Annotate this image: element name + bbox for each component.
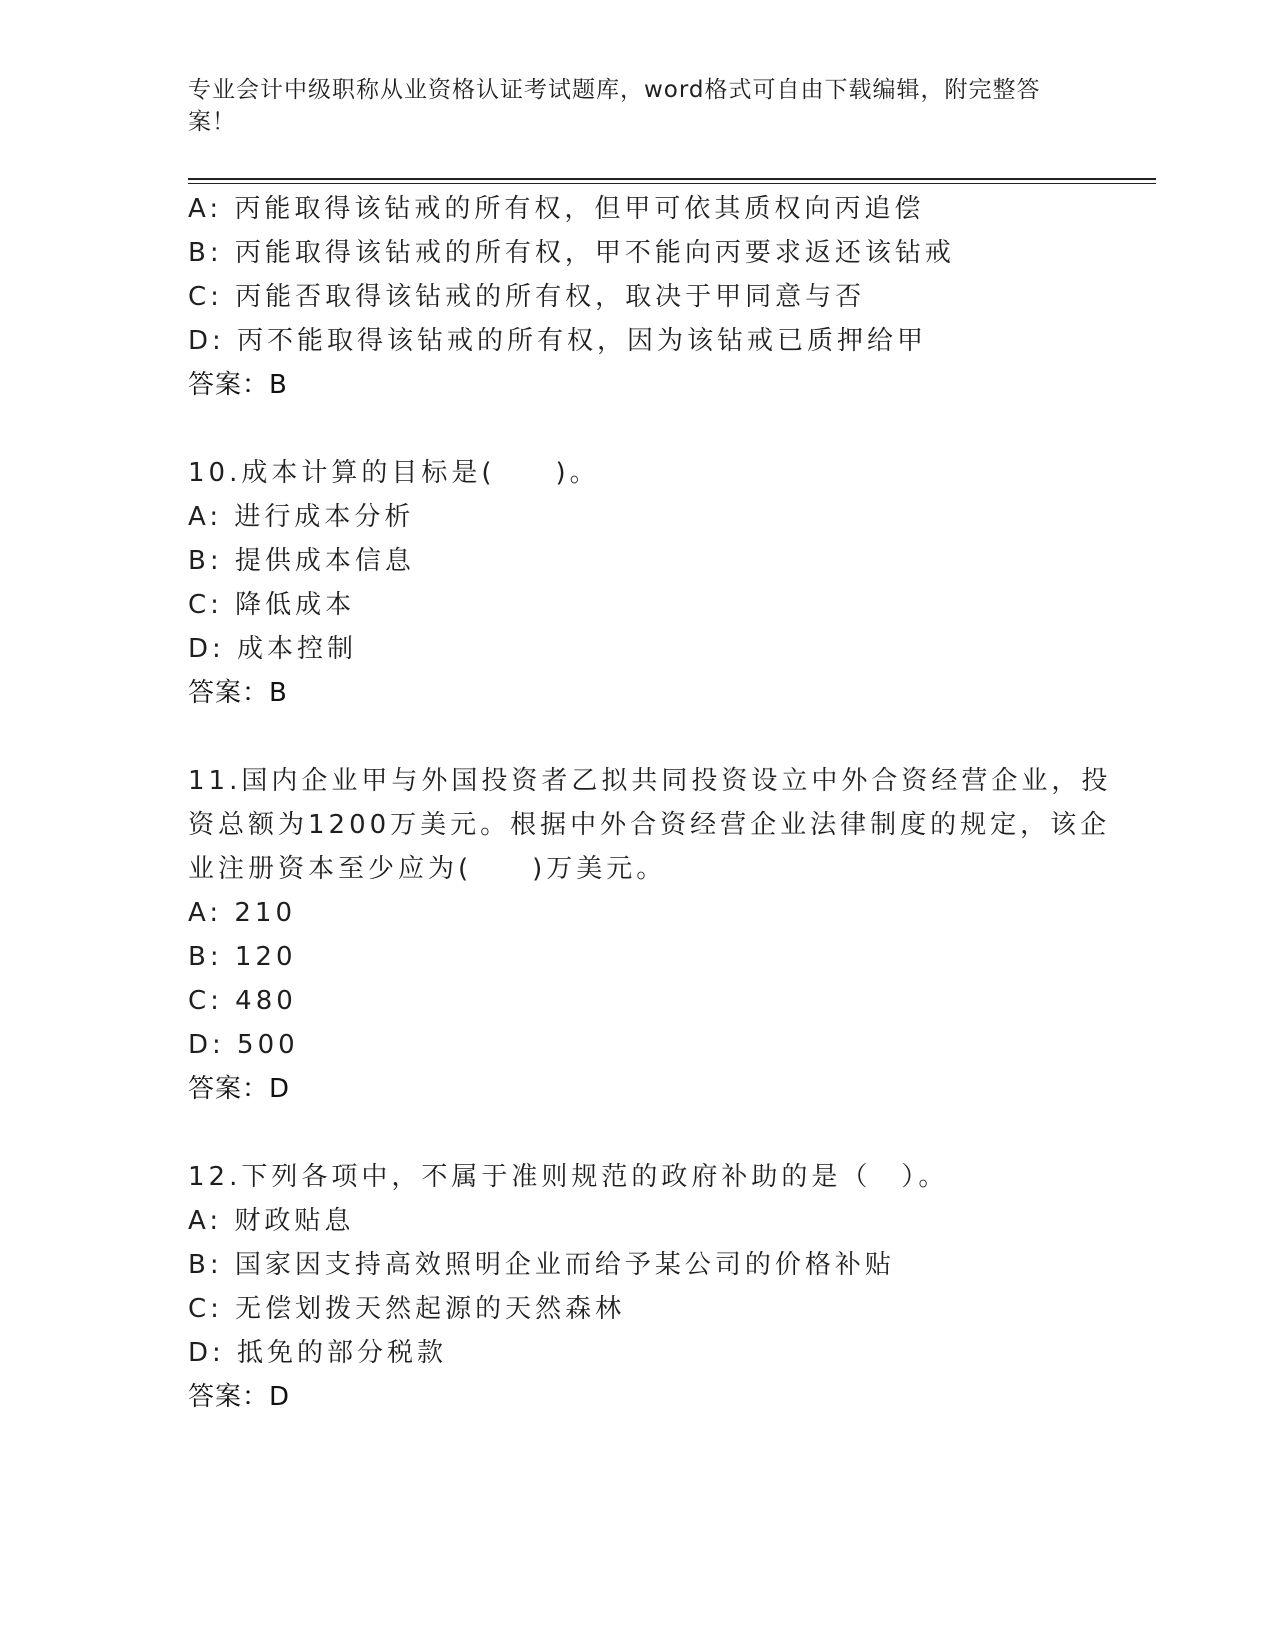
q9-option-a: A: 丙能取得该钻戒的所有权，但甲可依其质权向丙追偿 (188, 194, 925, 224)
q12-answer: 答案：D (188, 1382, 291, 1412)
q12-option-b: B: 国家因支持高效照明企业而给予某公司的价格补贴 (188, 1250, 895, 1280)
header-divider-thick (188, 178, 1156, 180)
q12-option-d: D: 抵免的部分税款 (188, 1338, 448, 1368)
q11-option-c: C: 480 (188, 986, 297, 1016)
q9-answer: 答案：B (188, 370, 288, 400)
q11-option-a: A: 210 (188, 898, 296, 928)
q12-option-a: A: 财政贴息 (188, 1206, 355, 1236)
q11-stem-line-2: 资总额为1200万美元。根据中外合资经营企业法律制度的规定，该企 (188, 810, 1111, 840)
page-header (188, 74, 1068, 138)
q12-stem: 12.下列各项中，不属于准则规范的政府补助的是（ ）。 (188, 1162, 949, 1192)
q10-option-b: B: 提供成本信息 (188, 546, 415, 576)
q11-stem-line-1: 11.国内企业甲与外国投资者乙拟共同投资设立中外合资经营企业，投 (188, 766, 1112, 796)
q12-option-c: C: 无偿划拨天然起源的天然森林 (188, 1294, 626, 1324)
q10-option-a: A: 进行成本分析 (188, 502, 415, 532)
q9-option-c: C: 丙能否取得该钻戒的所有权，取决于甲同意与否 (188, 282, 866, 312)
q11-stem-line-3: 业注册资本至少应为( )万美元。 (188, 854, 667, 884)
q9-option-b: B: 丙能取得该钻戒的所有权，甲不能向丙要求返还该钻戒 (188, 238, 955, 268)
q9-option-d: D: 丙不能取得该钻戒的所有权，因为该钻戒已质押给甲 (188, 326, 928, 356)
header-divider-thin (188, 183, 1156, 184)
header-line-2: 案！ (188, 109, 236, 135)
q11-option-b: B: 120 (188, 942, 297, 972)
q10-stem: 10.成本计算的目标是( )。 (188, 458, 600, 488)
q10-answer: 答案：B (188, 678, 288, 708)
q11-answer: 答案：D (188, 1074, 291, 1104)
q11-option-d: D: 500 (188, 1030, 299, 1060)
q10-option-c: C: 降低成本 (188, 590, 356, 620)
header-line-1: 专业会计中级职称从业资格认证考试题库，word格式可自由下载编辑，附完整答 (188, 77, 1041, 103)
q10-option-d: D: 成本控制 (188, 634, 358, 664)
